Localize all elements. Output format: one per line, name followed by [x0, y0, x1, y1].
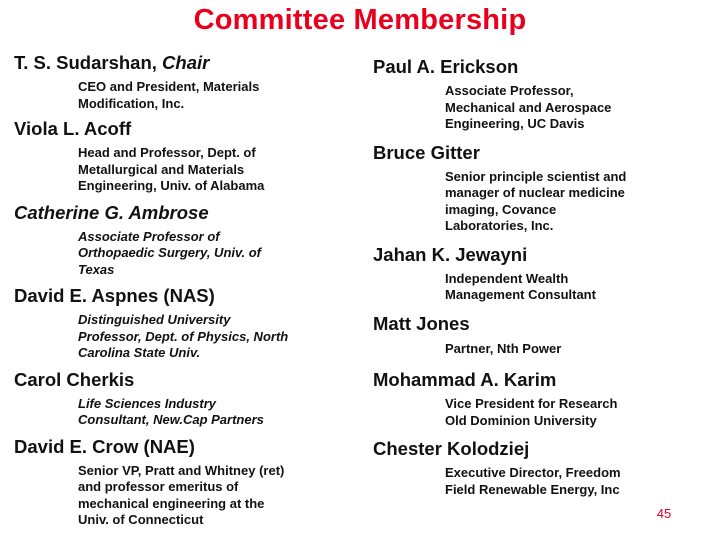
left-member-column — [14, 52, 354, 536]
member-name: Paul A. Erickson — [373, 56, 519, 77]
member-entry — [373, 313, 708, 358]
member-entry — [14, 202, 354, 279]
member-name: Bruce Gitter — [373, 141, 480, 163]
member-description: Vice President for Research Old Dominion University — [445, 396, 618, 428]
member-name: David E. Crow (NAE) — [14, 435, 195, 457]
member-entry — [14, 52, 354, 112]
member-description: Independent Wealth Management Consultant — [445, 270, 596, 302]
member-entry — [14, 285, 354, 362]
member-description: Head and Professor, Dept. of Metallurgical and Materials Engineering, Univ. of Alabama — [78, 145, 265, 193]
member-description: CEO and President, Materials Modification, Inc. — [78, 79, 260, 111]
member-description: Life Sciences Industry Consultant, New.Cap Partners — [78, 395, 264, 427]
member-description: Distinguished University Professor, Dept. of Physics, North Carolina State Univ. — [78, 312, 289, 360]
member-description: Senior VP, Pratt and Whitney (ret) and professor emeritus of mechanical engineering at the Univ. of Connecticut — [78, 462, 285, 527]
member-name: Catherine G. Ambrose — [14, 201, 209, 223]
member-description: Associate Professor of Orthopaedic Surgery, Univ. of Texas — [78, 228, 261, 277]
member-entry — [373, 244, 708, 304]
member-description: Executive Director, Freedom Field Renewable Energy, Inc — [445, 465, 621, 497]
member-description: Senior principle scientist and manager of nuclear medicine imaging, Covance Laboratories, Inc. — [445, 168, 627, 233]
right-member-column — [373, 56, 708, 505]
member-description: Associate Professor, Mechanical and Aerospace Engineering, UC Davis — [445, 83, 612, 131]
member-name: Mohammad A. Karim — [373, 369, 557, 390]
member-name: Matt Jones — [373, 312, 470, 334]
member-entry — [373, 56, 708, 133]
page-number: 45 — [656, 506, 672, 521]
member-entry — [373, 438, 708, 498]
member-description: Partner, Nth Power — [445, 340, 562, 356]
member-name: Carol Cherkis — [14, 368, 135, 390]
member-name: T. S. Sudarshan, Chair — [14, 52, 210, 73]
member-entry — [373, 369, 708, 429]
member-entry — [14, 118, 354, 195]
member-name: Jahan K. Jewayni — [373, 243, 528, 265]
slide-title: Committee Membership — [193, 4, 527, 36]
member-entry — [373, 142, 708, 235]
member-entry — [14, 436, 354, 529]
member-role: Chair — [162, 52, 210, 73]
member-name: David E. Aspnes (NAS) — [14, 285, 215, 306]
member-name: Chester Kolodziej — [373, 438, 530, 459]
member-entry — [14, 369, 354, 429]
member-name: Viola L. Acoff — [14, 118, 132, 139]
